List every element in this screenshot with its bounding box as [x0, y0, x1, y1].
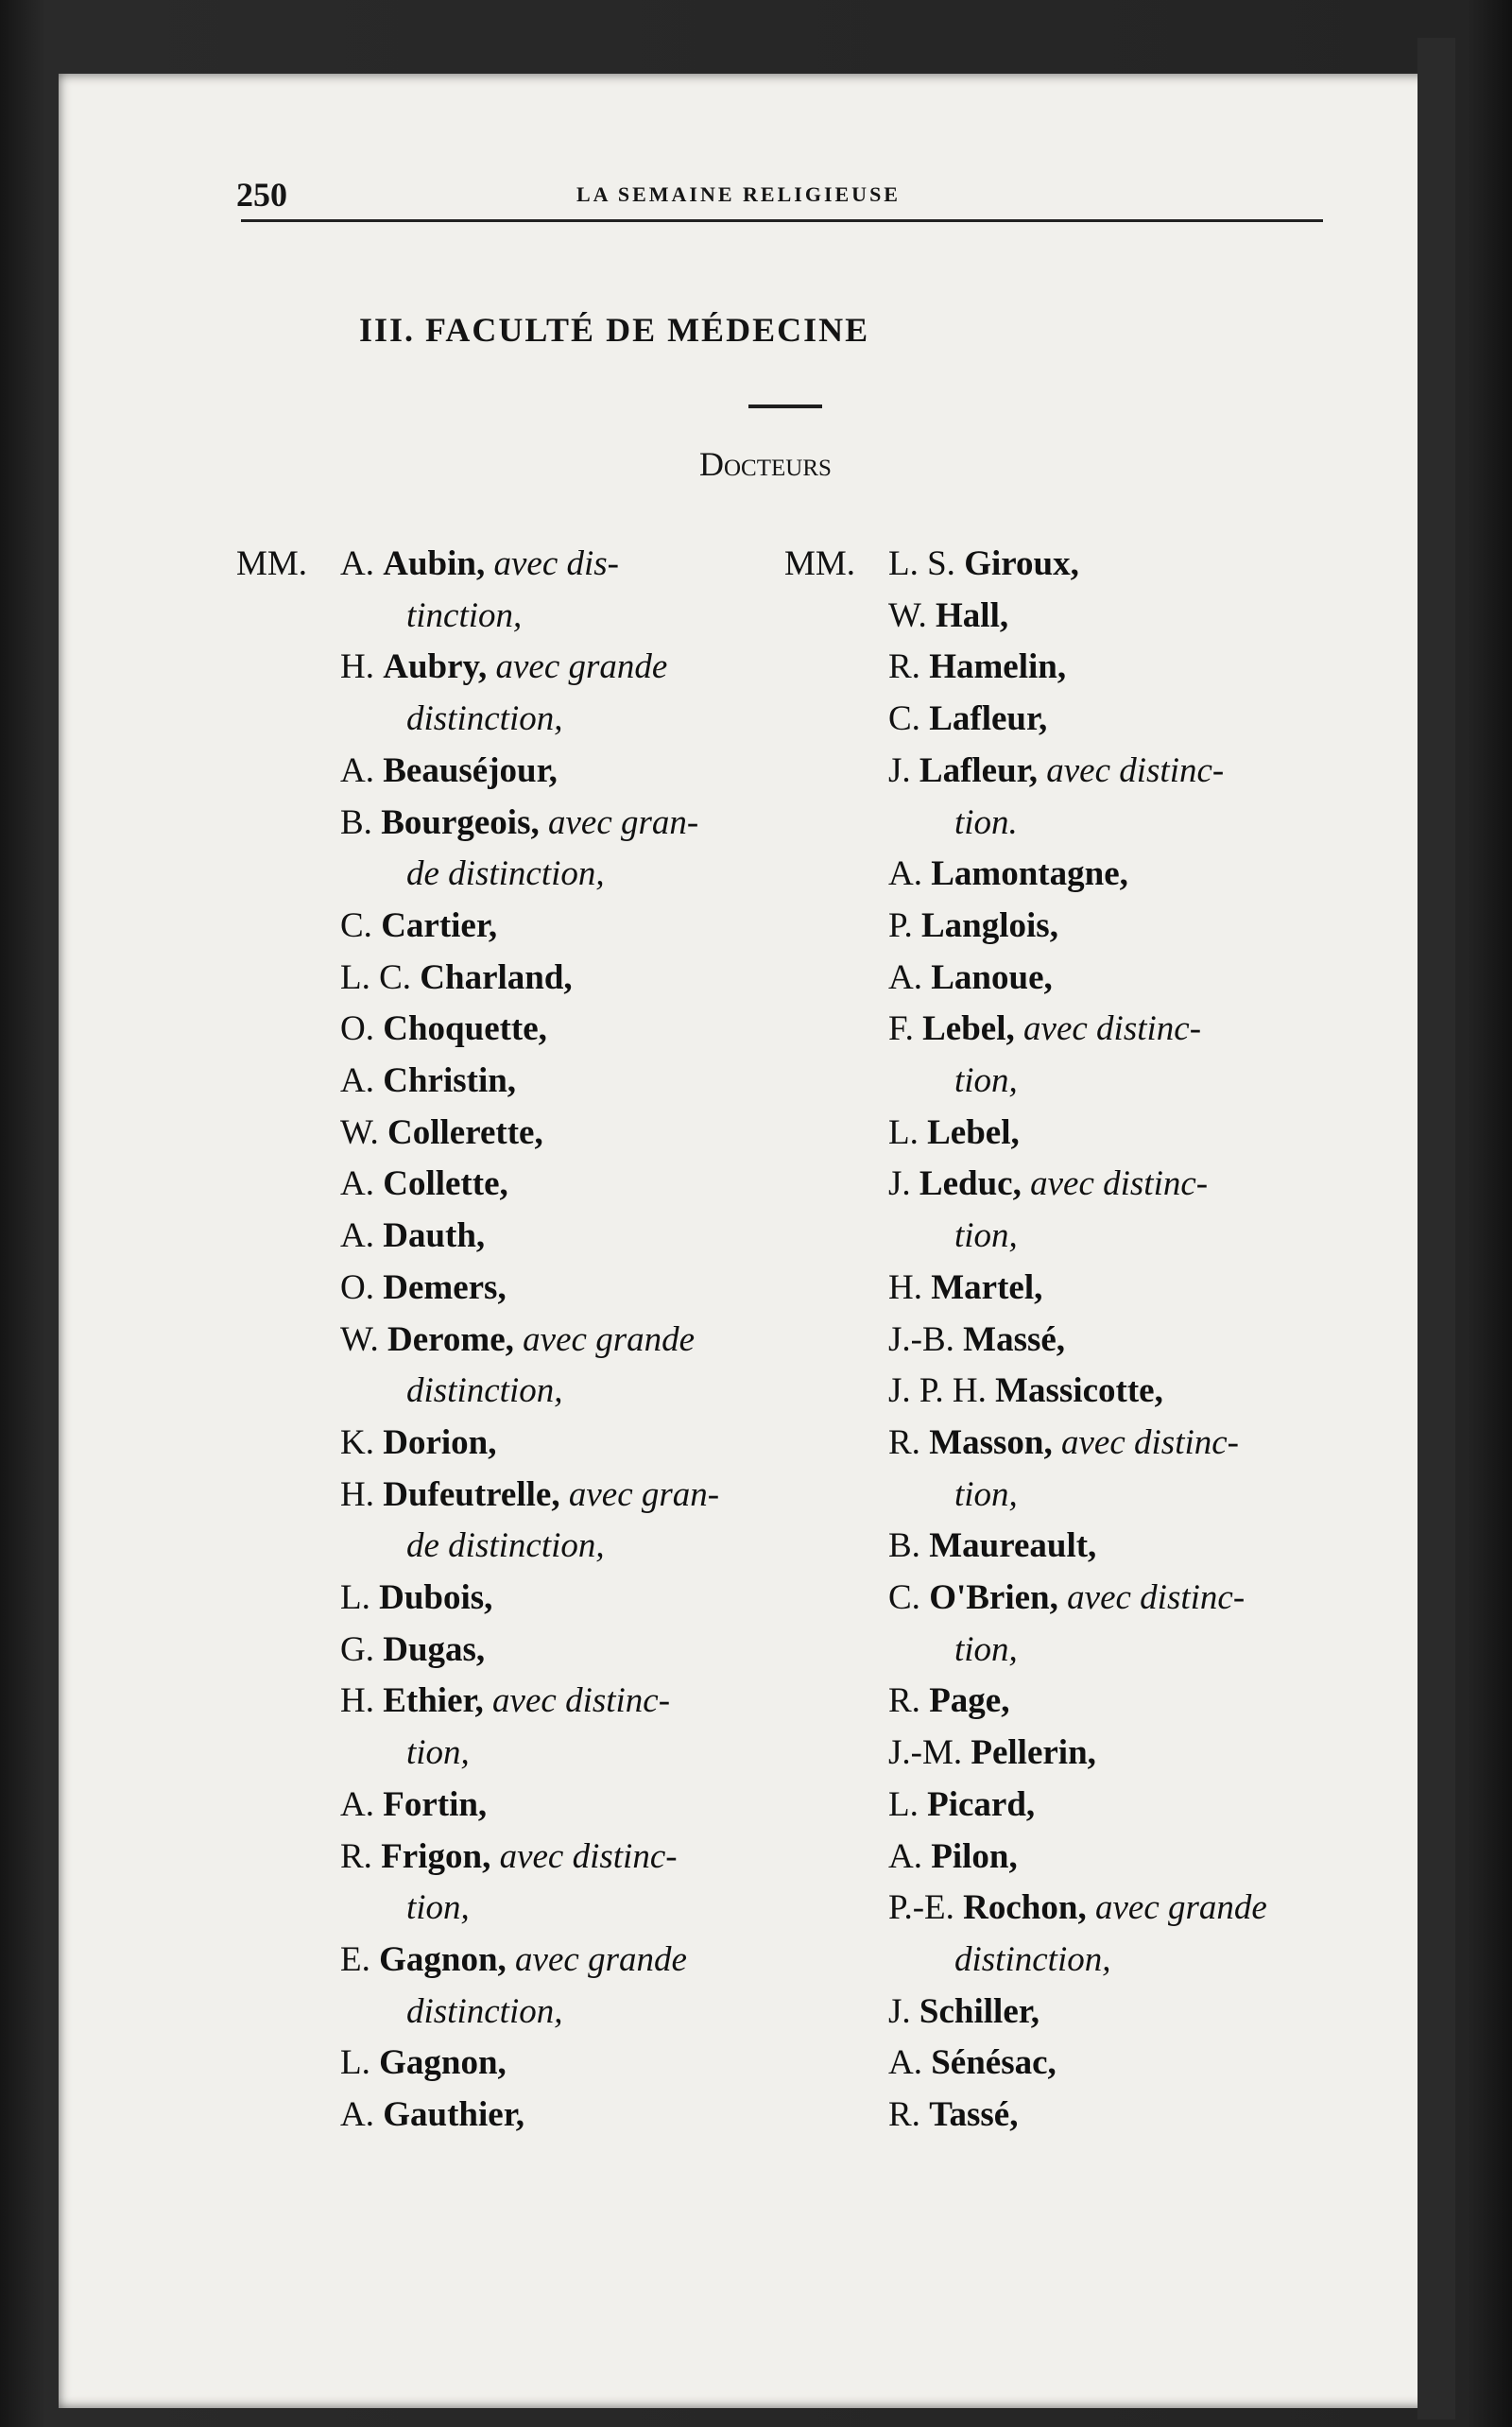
entry-surname: Gauthier,: [383, 2095, 524, 2134]
entry-surname: Aubry,: [383, 647, 488, 687]
entry-distinction-note: avec grande: [1086, 1888, 1267, 1928]
name-entry: [340, 953, 573, 1004]
name-entry: [888, 1263, 1042, 1314]
entry-surname: Giroux,: [964, 544, 1079, 583]
entry-initials: K.: [340, 1422, 384, 1462]
entry-initials: L.: [340, 1578, 380, 1617]
entry-initials: L.: [888, 1784, 928, 1824]
name-entry: [340, 1004, 547, 1055]
entry-initials: B.: [340, 802, 382, 842]
running-head: LA SEMAINE RELIGIEUSE: [576, 182, 901, 206]
entry-initials: L.: [340, 2043, 380, 2083]
entry-surname: Fortin,: [383, 1784, 488, 1824]
entry-continuation: tinction,: [406, 595, 523, 635]
entry-continuation: distinction,: [406, 699, 563, 739]
name-entry: [888, 1521, 1096, 1572]
name-entry: [340, 1625, 485, 1676]
entry-continuation: tion,: [406, 1888, 470, 1928]
name-entry: [340, 746, 558, 797]
entry-initials: J.: [888, 750, 919, 790]
entry-initials: L. C.: [340, 957, 421, 997]
entry-continuation: distinction,: [954, 1939, 1111, 1979]
page-gutter: [1418, 38, 1455, 2419]
name-entry: [340, 1780, 487, 1831]
name-entry: [340, 1470, 719, 1521]
entry-initials: R.: [888, 1422, 930, 1462]
honorific-prefix: MM.: [236, 544, 308, 583]
entry-surname: Langlois,: [920, 905, 1058, 945]
name-entry: [340, 1676, 670, 1727]
entry-surname: Massé,: [963, 1319, 1066, 1359]
name-entry: [340, 1832, 678, 1883]
entry-surname: Page,: [929, 1681, 1010, 1721]
entry-surname: Lafleur,: [919, 750, 1038, 790]
name-entry: [340, 1211, 485, 1262]
book-page: [59, 74, 1448, 2408]
entry-distinction-note: avec gran-: [539, 802, 699, 842]
entry-initials: O.: [340, 1009, 384, 1049]
entry-distinction-note: avec dis-: [485, 544, 619, 583]
entry-distinction-note: avec distinc-: [1052, 1422, 1239, 1462]
entry-initials: W.: [340, 1319, 388, 1359]
entry-initials: F.: [888, 1009, 923, 1049]
entry-distinction-note: avec distinc-: [1021, 1164, 1209, 1204]
title-divider: [748, 404, 822, 408]
entry-initials: G.: [340, 1629, 384, 1669]
entry-surname: Aubin,: [383, 544, 486, 583]
entry-continuation: distinction,: [406, 1991, 563, 2031]
name-entry: [340, 901, 497, 952]
entry-initials: A.: [340, 1164, 384, 1204]
name-entry: [340, 2090, 524, 2141]
entry-initials: H.: [340, 647, 384, 687]
entry-distinction-note: avec grande: [487, 647, 668, 687]
entry-initials: R.: [340, 1836, 382, 1876]
entry-distinction-note: avec gran-: [559, 1474, 720, 1514]
name-entry: [340, 798, 698, 849]
entry-initials: R.: [888, 647, 930, 687]
entry-initials: A.: [888, 1836, 932, 1876]
entry-initials: A.: [340, 750, 384, 790]
entry-initials: J.: [888, 1164, 919, 1204]
name-entry: [888, 1366, 1163, 1417]
name-entry: [340, 2038, 507, 2089]
entry-surname: Collette,: [383, 1164, 508, 1204]
entry-initials: A.: [340, 1784, 384, 1824]
entry-initials: P.-E.: [888, 1888, 964, 1928]
entry-initials: L.: [888, 1112, 928, 1152]
name-entry: [340, 1573, 492, 1624]
entry-initials: P.: [888, 905, 921, 945]
entry-continuation: tion,: [954, 1629, 1018, 1669]
entry-initials: C.: [340, 905, 382, 945]
entry-initials: B.: [888, 1526, 930, 1566]
entry-surname: Collerette,: [387, 1112, 543, 1152]
entry-surname: Hall,: [936, 595, 1009, 635]
entry-surname: Charland,: [420, 957, 573, 997]
entry-initials: J.-B.: [888, 1319, 964, 1359]
entry-surname: Ethier,: [383, 1681, 484, 1721]
entry-surname: Dubois,: [379, 1578, 493, 1617]
entry-continuation: tion.: [954, 802, 1018, 842]
entry-surname: Cartier,: [381, 905, 498, 945]
name-entry: [340, 1418, 496, 1469]
entry-distinction-note: avec distinc-: [1037, 750, 1225, 790]
name-entry: [888, 1159, 1208, 1210]
honorific-prefix: MM.: [784, 544, 856, 583]
entry-distinction-note: avec grande: [506, 1939, 687, 1979]
name-entry: [340, 1159, 508, 1210]
entry-surname: Tassé,: [929, 2095, 1019, 2134]
name-entry: [888, 1987, 1040, 2038]
entry-surname: Martel,: [931, 1267, 1043, 1307]
entry-surname: Frigon,: [381, 1836, 491, 1876]
entry-surname: Pellerin,: [971, 1733, 1096, 1773]
entry-initials: H.: [340, 1681, 384, 1721]
entry-initials: A.: [888, 854, 932, 894]
entry-distinction-note: avec grande: [513, 1319, 696, 1359]
name-entry: [340, 1056, 516, 1107]
entry-surname: Rochon,: [963, 1888, 1087, 1928]
entry-continuation: tion,: [954, 1061, 1018, 1100]
entry-surname: Lamontagne,: [931, 854, 1128, 894]
name-entry: [888, 591, 1008, 642]
name-entry: [340, 1263, 507, 1314]
name-entry: [888, 2090, 1018, 2141]
entry-surname: Gagnon,: [379, 2043, 507, 2083]
name-entry: [888, 849, 1128, 900]
name-entry: [888, 642, 1066, 693]
entry-continuation: tion,: [954, 1216, 1018, 1256]
entry-initials: H.: [340, 1474, 384, 1514]
name-entry: [888, 901, 1058, 952]
entry-surname: Derome,: [387, 1319, 514, 1359]
name-entry: [888, 1315, 1065, 1366]
page-number: 250: [236, 176, 287, 214]
entry-distinction-note: avec distinc-: [1014, 1009, 1202, 1049]
entry-initials: R.: [888, 2095, 930, 2134]
name-entry: [888, 694, 1047, 745]
entry-initials: W.: [340, 1112, 388, 1152]
entry-surname: Pilon,: [931, 1836, 1018, 1876]
name-entry: [888, 1883, 1267, 1934]
entry-initials: L. S.: [888, 544, 965, 583]
name-entry: [888, 1108, 1020, 1159]
entry-surname: Beauséjour,: [383, 750, 558, 790]
entry-surname: Massicotte,: [995, 1371, 1163, 1411]
entry-initials: H.: [888, 1267, 932, 1307]
name-entry: [888, 1573, 1245, 1624]
name-entry: [340, 1315, 695, 1366]
name-entry: [888, 1728, 1096, 1779]
entry-initials: J.-M.: [888, 1733, 971, 1773]
entry-surname: Lanoue,: [931, 957, 1053, 997]
entry-surname: Leduc,: [919, 1164, 1022, 1204]
name-entry: [340, 1935, 687, 1986]
entry-initials: E.: [340, 1939, 380, 1979]
entry-initials: A.: [340, 1216, 384, 1256]
header-rule: [241, 219, 1323, 222]
entry-surname: Lebel,: [922, 1009, 1015, 1049]
entry-surname: Dugas,: [383, 1629, 486, 1669]
entry-initials: A.: [340, 1061, 384, 1100]
entry-surname: Lafleur,: [929, 699, 1048, 739]
name-entry: [888, 1418, 1239, 1469]
entry-initials: O.: [340, 1267, 384, 1307]
entry-surname: Bourgeois,: [381, 802, 540, 842]
name-entry: [888, 1780, 1035, 1831]
name-entry: [888, 1832, 1018, 1883]
entry-initials: C.: [888, 699, 930, 739]
entry-distinction-note: avec distinc-: [1057, 1578, 1246, 1617]
entry-surname: Picard,: [927, 1784, 1036, 1824]
section-title: III. FACULTÉ DE MÉDECINE: [359, 311, 870, 349]
entry-continuation: de distinction,: [406, 1526, 605, 1566]
entry-continuation: de distinction,: [406, 854, 605, 894]
name-entry: [888, 539, 1079, 590]
entry-surname: Masson,: [929, 1422, 1053, 1462]
entry-surname: Christin,: [383, 1061, 517, 1100]
name-entry: [340, 539, 619, 590]
name-entry: [888, 746, 1224, 797]
entry-surname: Demers,: [383, 1267, 507, 1307]
entry-initials: A.: [340, 544, 384, 583]
entry-surname: Dufeutrelle,: [383, 1474, 560, 1514]
entry-continuation: tion,: [954, 1474, 1018, 1514]
entry-surname: O'Brien,: [929, 1578, 1058, 1617]
entry-surname: Choquette,: [383, 1009, 547, 1049]
page-header: [236, 175, 1323, 213]
entry-initials: C.: [888, 1578, 930, 1617]
name-entry: [888, 2038, 1057, 2089]
section-subheading: Docteurs: [699, 445, 832, 483]
entry-surname: Maureault,: [929, 1526, 1097, 1566]
entry-initials: J.: [888, 1991, 919, 2031]
entry-initials: A.: [888, 957, 932, 997]
entry-initials: A.: [340, 2095, 384, 2134]
entry-initials: R.: [888, 1681, 930, 1721]
entry-surname: Lebel,: [927, 1112, 1020, 1152]
name-entry: [888, 1004, 1201, 1055]
entry-surname: Schiller,: [919, 1991, 1040, 2031]
entry-initials: J. P. H.: [888, 1371, 996, 1411]
name-entry: [888, 953, 1053, 1004]
name-entry: [340, 642, 667, 693]
entry-surname: Gagnon,: [379, 1939, 507, 1979]
entry-continuation: tion,: [406, 1733, 470, 1773]
name-entry: [340, 1108, 543, 1159]
entry-surname: Dauth,: [383, 1216, 486, 1256]
entry-surname: Hamelin,: [929, 647, 1067, 687]
name-entry: [888, 1676, 1009, 1727]
entry-distinction-note: avec distinc-: [490, 1836, 678, 1876]
entry-continuation: distinction,: [406, 1371, 563, 1411]
entry-initials: A.: [888, 2043, 932, 2083]
entry-surname: Dorion,: [383, 1422, 497, 1462]
entry-surname: Sénésac,: [931, 2043, 1057, 2083]
entry-initials: W.: [888, 595, 936, 635]
entry-distinction-note: avec distinc-: [483, 1681, 671, 1721]
